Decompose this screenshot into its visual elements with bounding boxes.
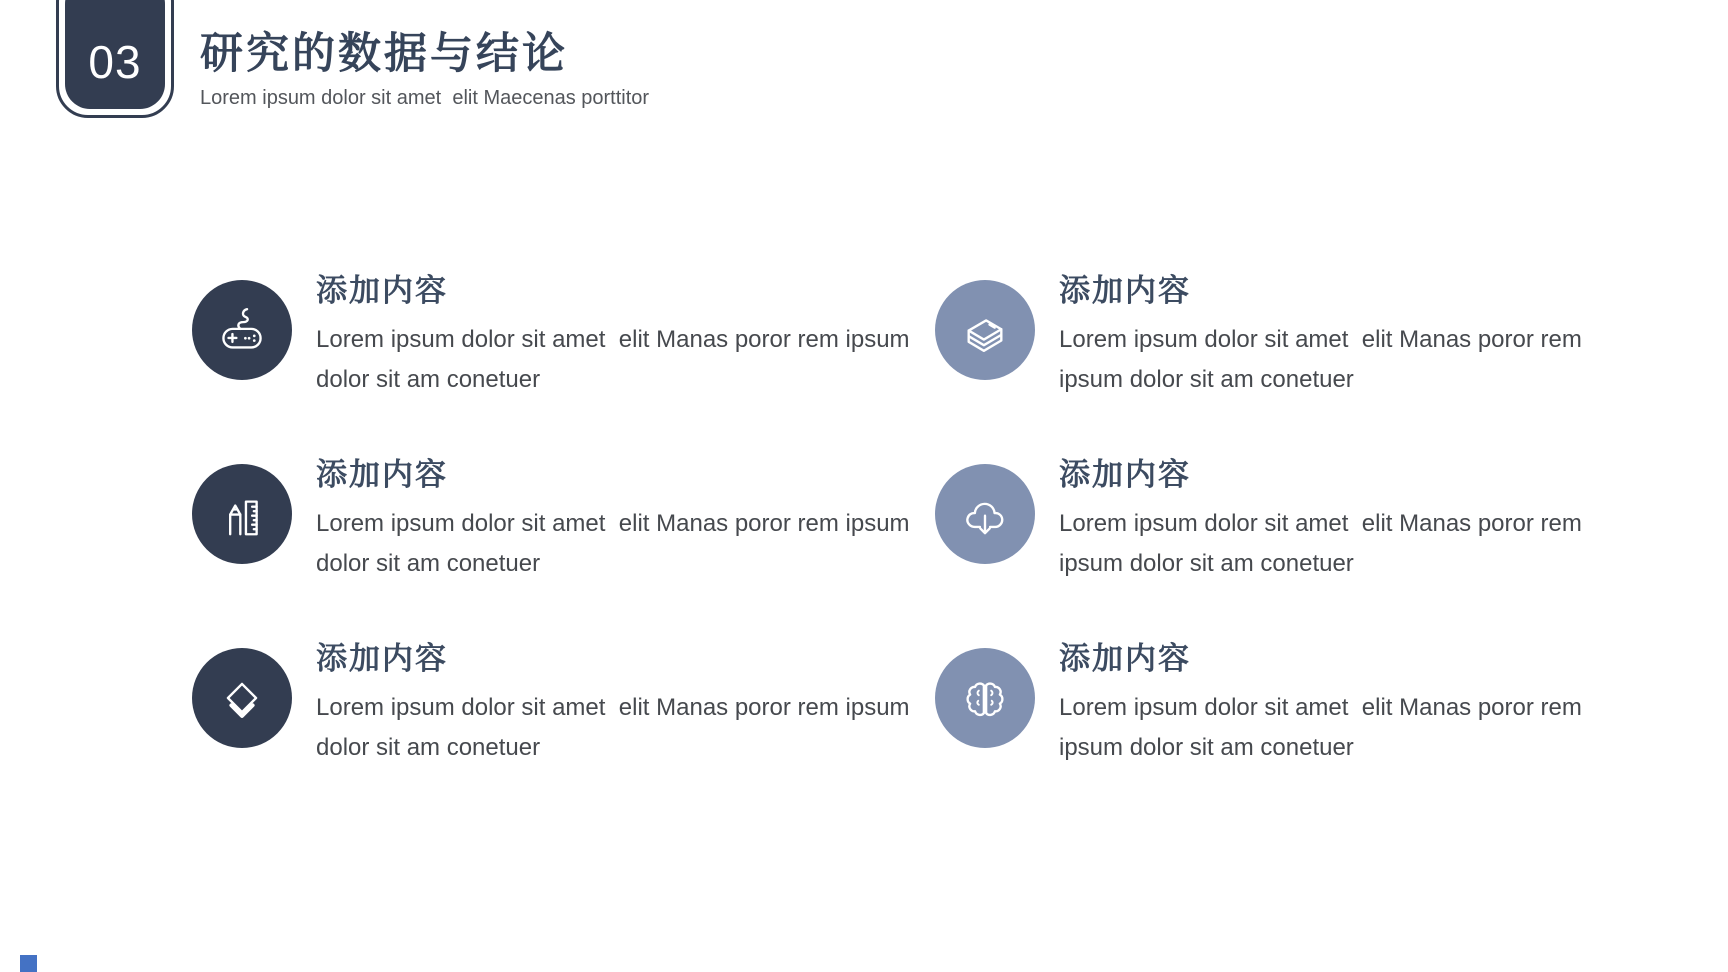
slide-subtitle: Lorem ipsum dolor sit amet elit Maecenas porttitor (200, 87, 650, 110)
item-title: 添加内容 (316, 457, 448, 492)
item-icon-circle (935, 464, 1035, 564)
item-title: 添加内容 (1059, 273, 1191, 308)
item-body: Lorem ipsum dolor sit amet elit Manas poror rem ipsum dolor sit am conetuer (1059, 694, 1589, 762)
item-title: 添加内容 (316, 641, 448, 676)
content-item-6 (935, 641, 1635, 832)
item-icon-circle (935, 280, 1035, 380)
layers-diamond-icon (215, 671, 269, 725)
section-number: 03 (88, 36, 142, 88)
item-body: Lorem ipsum dolor sit amet elit Manas poror rem ipsum dolor sit am conetuer (1059, 326, 1589, 394)
item-icon-circle (935, 648, 1035, 748)
item-title: 添加内容 (316, 273, 448, 308)
brain-icon (958, 671, 1012, 725)
item-body: Lorem ipsum dolor sit amet elit Manas poror rem ipsum dolor sit am conetuer (316, 326, 917, 394)
content-item-3 (192, 457, 935, 648)
section-number-badge-fill (65, 0, 165, 109)
gamepad-icon (215, 303, 269, 357)
item-body: Lorem ipsum dolor sit amet elit Manas poror rem ipsum dolor sit am conetuer (1059, 510, 1589, 578)
item-icon-circle (192, 280, 292, 380)
item-icon-circle (192, 648, 292, 748)
content-item-2 (935, 273, 1635, 464)
item-title: 添加内容 (1059, 457, 1191, 492)
item-icon-circle (192, 464, 292, 564)
content-grid (192, 273, 1635, 832)
header (200, 30, 649, 110)
slide-title: 研究的数据与结论 (200, 30, 568, 78)
content-item-4 (935, 457, 1635, 648)
corner-accent-square (20, 955, 37, 972)
content-item-1 (192, 273, 935, 464)
item-body: Lorem ipsum dolor sit amet elit Manas poror rem ipsum dolor sit am conetuer (316, 694, 917, 762)
content-item-5 (192, 641, 935, 832)
item-body: Lorem ipsum dolor sit amet elit Manas poror rem ipsum dolor sit am conetuer (316, 510, 917, 578)
book-icon (958, 303, 1012, 357)
cloud-download-icon (958, 487, 1012, 541)
pencil-ruler-icon (215, 487, 269, 541)
section-number-badge (56, 0, 174, 118)
item-title: 添加内容 (1059, 641, 1191, 676)
